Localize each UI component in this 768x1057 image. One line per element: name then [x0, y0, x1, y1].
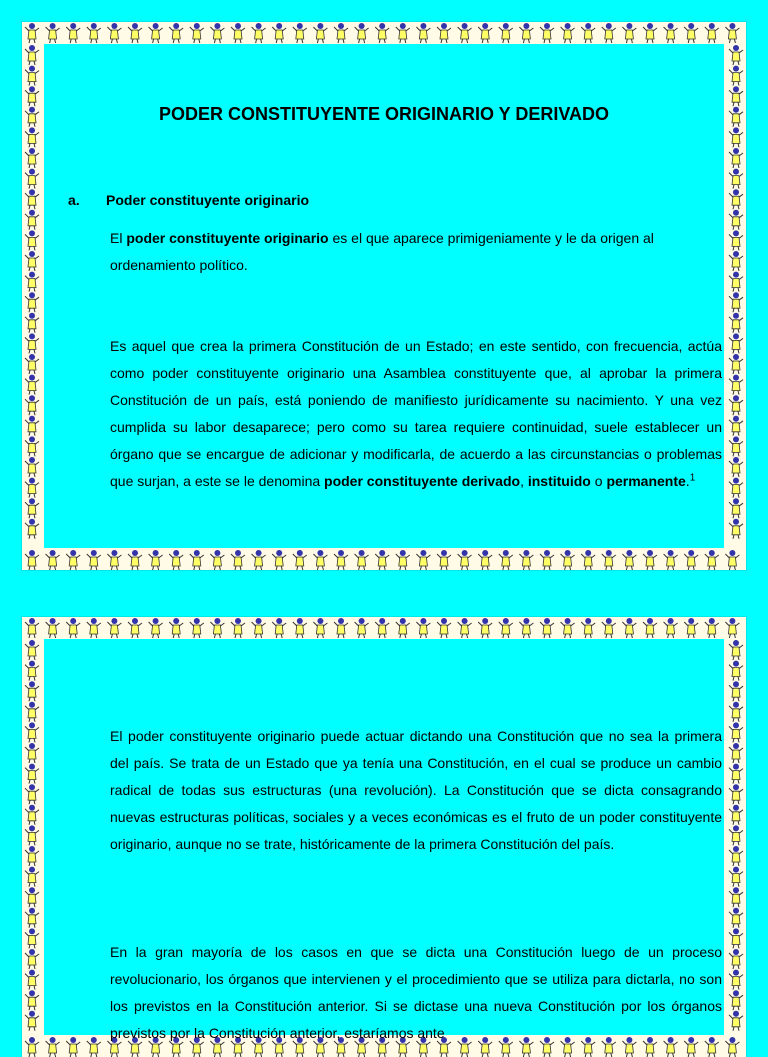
cartoon-figure-icon	[499, 23, 513, 43]
text-run: .	[685, 473, 690, 489]
cartoon-figure-icon	[252, 23, 266, 43]
cartoon-figure-icon	[25, 251, 39, 271]
cartoon-figure-icon	[107, 23, 121, 43]
cartoon-figure-icon	[210, 618, 224, 638]
cartoon-figure-icon	[729, 107, 743, 127]
cartoon-figure-icon	[729, 230, 743, 250]
cartoon-figure-icon	[729, 949, 743, 969]
cartoon-figure-icon	[540, 23, 554, 43]
cartoon-figure-icon	[729, 722, 743, 742]
cartoon-figure-icon	[87, 618, 101, 638]
cartoon-figure-icon	[169, 550, 183, 570]
paragraph	[110, 225, 722, 279]
cartoon-figure-icon	[478, 618, 492, 638]
cartoon-figure-icon	[705, 618, 719, 638]
cartoon-figure-icon	[729, 333, 743, 353]
cartoon-figure-icon	[561, 618, 575, 638]
cartoon-figure-icon	[684, 23, 698, 43]
cartoon-figure-icon	[375, 23, 389, 43]
cartoon-figure-icon	[729, 825, 743, 845]
cartoon-figure-icon	[87, 550, 101, 570]
page-content	[44, 44, 724, 548]
document-title: PODER CONSTITUYENTE ORIGINARIO Y DERIVADO	[158, 104, 610, 124]
cartoon-figure-icon	[87, 1037, 101, 1057]
cartoon-figure-icon	[437, 550, 451, 570]
bold-term: permanente	[606, 473, 686, 489]
cartoon-figure-icon	[293, 618, 307, 638]
cartoon-figure-icon	[25, 618, 39, 638]
cartoon-figure-icon	[25, 148, 39, 168]
cartoon-figure-icon	[25, 743, 39, 763]
cartoon-figure-icon	[25, 550, 39, 570]
cartoon-figure-icon	[25, 887, 39, 907]
cartoon-figure-icon	[231, 618, 245, 638]
cartoon-figure-icon	[231, 23, 245, 43]
cartoon-figure-icon	[729, 764, 743, 784]
cartoon-figure-icon	[729, 908, 743, 928]
cartoon-figure-icon	[313, 23, 327, 43]
paragraph: En la gran mayoría de los casos en que se dicta una Constitución luego de un proceso revolucionario, los órganos que intervienen y el procedimiento que se utiliza para dictarla, no son los previstos en la Constitución anterior. Si se dictase una nueva Constitución por los órganos previstos por la Constitución anterior, estaríamos ante	[110, 944, 722, 1041]
cartoon-figure-icon	[561, 23, 575, 43]
cartoon-figure-icon	[25, 825, 39, 845]
cartoon-figure-icon	[729, 970, 743, 990]
cartoon-figure-icon	[46, 1037, 60, 1057]
cartoon-figure-icon	[149, 550, 163, 570]
cartoon-figure-icon	[729, 148, 743, 168]
paragraph: El poder constituyente originario puede actuar dictando una Constitución que no sea la primera del país. Se trata de un Estado que ya tenía una Constitución, en el cual se produce un cambio radical de todas sus estructuras (una revolución). La Constitución que se dicta consagrando nuevas estructuras políticas, sociales y a veces económicas es el fruto de un poder constituyente originario, aunque no se trate, históricamente de la primera Constitución del país.	[110, 728, 722, 852]
cartoon-figure-icon	[622, 23, 636, 43]
cartoon-figure-icon	[25, 416, 39, 436]
cartoon-figure-icon	[705, 23, 719, 43]
document-page-2	[22, 617, 746, 1057]
cartoon-figure-icon	[729, 86, 743, 106]
cartoon-figure-icon	[25, 990, 39, 1010]
cartoon-figure-icon	[25, 498, 39, 518]
cartoon-figure-icon	[729, 66, 743, 86]
cartoon-figure-icon	[46, 618, 60, 638]
cartoon-figure-icon	[25, 867, 39, 887]
cartoon-figure-icon	[396, 23, 410, 43]
cartoon-figure-icon	[684, 618, 698, 638]
cartoon-figure-icon	[664, 23, 678, 43]
cartoon-figure-icon	[25, 519, 39, 539]
cartoon-figure-icon	[729, 867, 743, 887]
cartoon-figure-icon	[729, 478, 743, 498]
cartoon-figure-icon	[729, 498, 743, 518]
cartoon-figure-icon	[107, 550, 121, 570]
cartoon-figure-icon	[25, 1037, 39, 1057]
cartoon-figure-icon	[458, 550, 472, 570]
cartoon-figure-icon	[25, 395, 39, 415]
cartoon-figure-icon	[25, 661, 39, 681]
cartoon-figure-icon	[729, 990, 743, 1010]
cartoon-figure-icon	[107, 618, 121, 638]
bold-term: poder constituyente originario	[126, 230, 329, 246]
cartoon-figure-icon	[128, 618, 142, 638]
cartoon-figure-icon	[272, 618, 286, 638]
cartoon-figure-icon	[416, 550, 430, 570]
cartoon-figure-icon	[25, 478, 39, 498]
cartoon-figure-icon	[664, 550, 678, 570]
cartoon-figure-icon	[519, 23, 533, 43]
cartoon-figure-icon	[729, 375, 743, 395]
cartoon-figure-icon	[729, 640, 743, 660]
cartoon-figure-icon	[725, 23, 739, 43]
cartoon-figure-icon	[437, 23, 451, 43]
text-run: El	[110, 230, 127, 246]
cartoon-figure-icon	[25, 333, 39, 353]
cartoon-figure-icon	[499, 550, 513, 570]
cartoon-figure-icon	[293, 23, 307, 43]
cartoon-figure-icon	[458, 618, 472, 638]
cartoon-figure-icon	[25, 354, 39, 374]
page-content	[44, 639, 724, 1041]
cartoon-figure-icon	[128, 23, 142, 43]
cartoon-figure-icon	[437, 618, 451, 638]
cartoon-figure-icon	[729, 436, 743, 456]
cartoon-figure-icon	[355, 618, 369, 638]
cartoon-figure-icon	[729, 127, 743, 147]
text-run: ,	[520, 473, 528, 489]
cartoon-figure-icon	[25, 722, 39, 742]
cartoon-figure-icon	[66, 1037, 80, 1057]
cartoon-figure-icon	[729, 313, 743, 333]
cartoon-figure-icon	[581, 550, 595, 570]
cartoon-figure-icon	[25, 949, 39, 969]
section-number: a.	[68, 192, 80, 208]
cartoon-figure-icon	[375, 550, 389, 570]
cartoon-figure-icon	[602, 550, 616, 570]
cartoon-figure-icon	[25, 928, 39, 948]
cartoon-figure-icon	[66, 618, 80, 638]
footnote-link[interactable]: 1	[689, 472, 696, 484]
cartoon-figure-icon	[25, 169, 39, 189]
cartoon-figure-icon	[355, 550, 369, 570]
cartoon-figure-icon	[334, 618, 348, 638]
cartoon-figure-icon	[25, 189, 39, 209]
cartoon-figure-icon	[334, 23, 348, 43]
cartoon-figure-icon	[581, 618, 595, 638]
cartoon-figure-icon	[729, 661, 743, 681]
cartoon-figure-icon	[725, 550, 739, 570]
cartoon-figure-icon	[272, 550, 286, 570]
cartoon-figure-icon	[149, 618, 163, 638]
cartoon-figure-icon	[231, 550, 245, 570]
cartoon-figure-icon	[729, 681, 743, 701]
cartoon-figure-icon	[25, 702, 39, 722]
cartoon-figure-icon	[190, 23, 204, 43]
cartoon-figure-icon	[25, 272, 39, 292]
cartoon-figure-icon	[25, 681, 39, 701]
cartoon-figure-icon	[210, 23, 224, 43]
cartoon-figure-icon	[540, 550, 554, 570]
cartoon-figure-icon	[396, 550, 410, 570]
cartoon-figure-icon	[25, 292, 39, 312]
cartoon-figure-icon	[729, 805, 743, 825]
cartoon-figure-icon	[396, 618, 410, 638]
cartoon-figure-icon	[729, 45, 743, 65]
cartoon-figure-icon	[252, 618, 266, 638]
cartoon-figure-icon	[25, 805, 39, 825]
cartoon-figure-icon	[729, 251, 743, 271]
cartoon-figure-icon	[499, 618, 513, 638]
cartoon-figure-icon	[458, 23, 472, 43]
cartoon-figure-icon	[334, 550, 348, 570]
bold-term: poder constituyente derivado	[324, 473, 521, 489]
paragraph	[110, 333, 722, 495]
cartoon-figure-icon	[169, 618, 183, 638]
cartoon-figure-icon	[705, 550, 719, 570]
cartoon-figure-icon	[190, 618, 204, 638]
cartoon-figure-icon	[643, 550, 657, 570]
cartoon-figure-icon	[169, 23, 183, 43]
cartoon-figure-icon	[190, 550, 204, 570]
cartoon-figure-icon	[25, 846, 39, 866]
cartoon-figure-icon	[25, 436, 39, 456]
cartoon-figure-icon	[540, 618, 554, 638]
cartoon-figure-icon	[602, 23, 616, 43]
cartoon-figure-icon	[729, 519, 743, 539]
text-run: Es aquel que crea la primera Constitución de un Estado; en este sentido, con frecuencia, actúa como poder constituyente originario una Asamblea constituyente que, al aprobar la primera Constitución de un país, está poniendo de manifiesto jurídicamente su nacimiento. Y una vez cumplida su labor desaparece; pero como su tarea requiere continuidad, suele establecer un órgano que se encargue de adicionar y modificarla, de acuerdo a las circunstancias o problemas que surjan, a este se le denomina	[110, 338, 722, 489]
cartoon-figure-icon	[581, 23, 595, 43]
cartoon-figure-icon	[643, 23, 657, 43]
cartoon-figure-icon	[729, 189, 743, 209]
cartoon-figure-icon	[25, 908, 39, 928]
cartoon-figure-icon	[729, 702, 743, 722]
cartoon-figure-icon	[149, 23, 163, 43]
cartoon-figure-icon	[210, 550, 224, 570]
cartoon-figure-icon	[252, 550, 266, 570]
cartoon-figure-icon	[313, 618, 327, 638]
text-run: es el que aparece primigeniamente y le da origen al ordenamiento político.	[110, 230, 654, 273]
cartoon-figure-icon	[25, 970, 39, 990]
cartoon-figure-icon	[729, 292, 743, 312]
cartoon-figure-icon	[313, 550, 327, 570]
cartoon-figure-icon	[664, 618, 678, 638]
cartoon-figure-icon	[643, 618, 657, 638]
cartoon-figure-icon	[725, 1037, 739, 1057]
cartoon-figure-icon	[46, 550, 60, 570]
cartoon-figure-icon	[87, 23, 101, 43]
cartoon-figure-icon	[25, 784, 39, 804]
cartoon-figure-icon	[729, 928, 743, 948]
cartoon-figure-icon	[729, 1011, 743, 1031]
cartoon-figure-icon	[684, 550, 698, 570]
cartoon-figure-icon	[729, 887, 743, 907]
cartoon-figure-icon	[729, 846, 743, 866]
cartoon-figure-icon	[729, 416, 743, 436]
cartoon-figure-icon	[729, 743, 743, 763]
cartoon-figure-icon	[66, 23, 80, 43]
document-page-1	[22, 22, 746, 570]
cartoon-figure-icon	[478, 23, 492, 43]
cartoon-figure-icon	[729, 354, 743, 374]
cartoon-figure-icon	[729, 395, 743, 415]
cartoon-figure-icon	[128, 550, 142, 570]
cartoon-figure-icon	[729, 272, 743, 292]
cartoon-figure-icon	[25, 86, 39, 106]
cartoon-figure-icon	[725, 618, 739, 638]
cartoon-figure-icon	[622, 618, 636, 638]
cartoon-figure-icon	[25, 230, 39, 250]
cartoon-figure-icon	[729, 210, 743, 230]
cartoon-figure-icon	[729, 784, 743, 804]
bold-term: instituido	[527, 473, 591, 489]
section-title: Poder constituyente originario	[106, 192, 310, 208]
cartoon-figure-icon	[46, 23, 60, 43]
cartoon-figure-icon	[25, 210, 39, 230]
cartoon-figure-icon	[25, 66, 39, 86]
cartoon-figure-icon	[478, 550, 492, 570]
cartoon-figure-icon	[25, 313, 39, 333]
cartoon-figure-icon	[25, 23, 39, 43]
text-run: o	[590, 473, 607, 489]
cartoon-figure-icon	[375, 618, 389, 638]
cartoon-figure-icon	[25, 1011, 39, 1031]
cartoon-figure-icon	[25, 640, 39, 660]
section-heading	[68, 192, 309, 208]
cartoon-figure-icon	[602, 618, 616, 638]
cartoon-figure-icon	[416, 618, 430, 638]
cartoon-figure-icon	[25, 107, 39, 127]
cartoon-figure-icon	[519, 618, 533, 638]
cartoon-figure-icon	[519, 550, 533, 570]
cartoon-figure-icon	[416, 23, 430, 43]
cartoon-figure-icon	[272, 23, 286, 43]
cartoon-figure-icon	[355, 23, 369, 43]
cartoon-figure-icon	[729, 457, 743, 477]
cartoon-figure-icon	[25, 457, 39, 477]
cartoon-figure-icon	[25, 127, 39, 147]
cartoon-figure-icon	[622, 550, 636, 570]
cartoon-figure-icon	[293, 550, 307, 570]
cartoon-figure-icon	[66, 550, 80, 570]
cartoon-figure-icon	[561, 550, 575, 570]
cartoon-figure-icon	[25, 764, 39, 784]
cartoon-figure-icon	[25, 375, 39, 395]
cartoon-figure-icon	[25, 45, 39, 65]
cartoon-figure-icon	[729, 169, 743, 189]
